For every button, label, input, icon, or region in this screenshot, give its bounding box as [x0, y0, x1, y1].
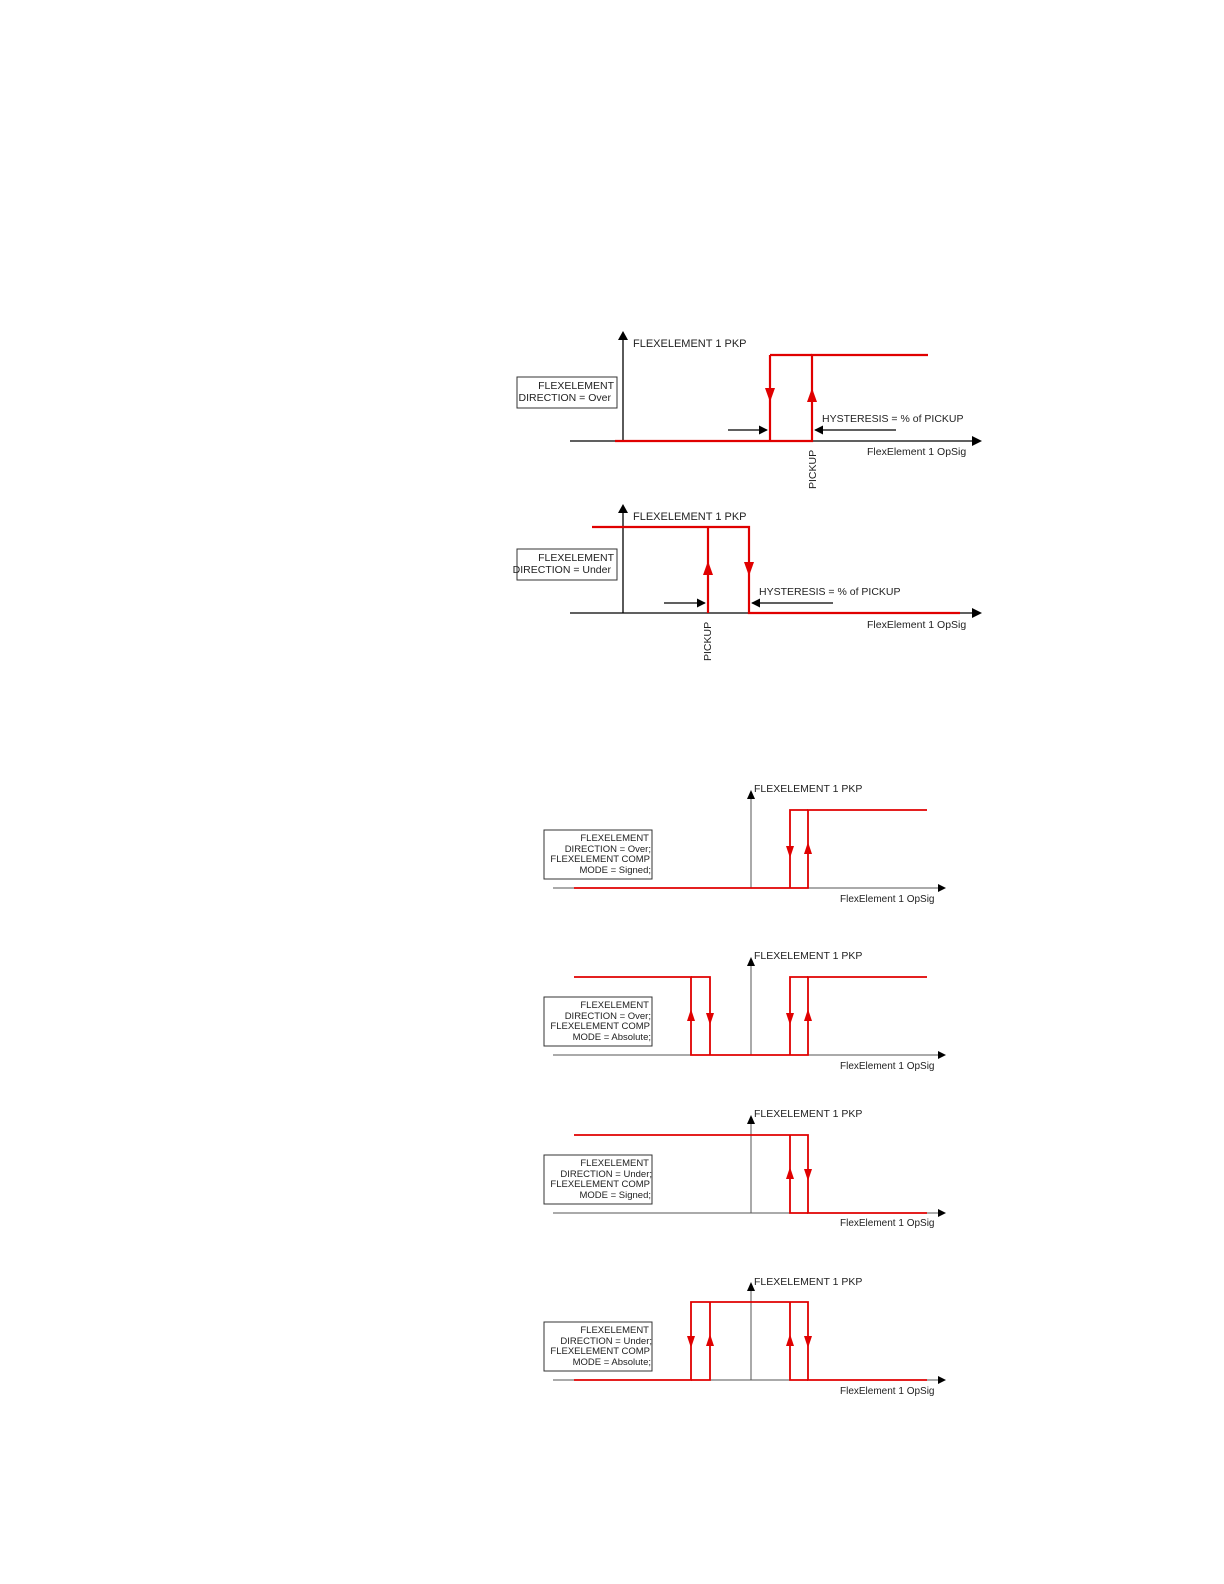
x-axis-arrowhead: [938, 1209, 946, 1217]
x-axis-arrowhead: [972, 608, 982, 618]
y-axis-label: FLEXELEMENT 1 PKP: [754, 1108, 863, 1120]
x-axis-label: FlexElement 1 OpSig: [840, 1386, 935, 1397]
direction-box-line-1: FLEXELEMENT: [538, 552, 614, 564]
down-arrow: [786, 1013, 794, 1025]
x-axis-label: FlexElement 1 OpSig: [867, 619, 967, 631]
up-arrow: [804, 1009, 812, 1021]
pickup-branch: [790, 1135, 808, 1213]
mode-box-line-3: FLEXELEMENT COMP: [550, 1021, 650, 1032]
mode-box-line-4: MODE = Signed;: [579, 1190, 651, 1201]
mode-box-line-2: DIRECTION = Over;: [564, 1011, 651, 1022]
direction-box-line-2: DIRECTION = Under: [512, 564, 611, 576]
pickup-label: PICKUP: [702, 621, 714, 661]
up-arrow: [687, 1009, 695, 1021]
mode-box-line-1: FLEXELEMENT: [580, 1000, 649, 1011]
y-axis-arrowhead: [618, 331, 628, 340]
down-arrow: [804, 1169, 812, 1181]
x-axis-label: FlexElement 1 OpSig: [840, 1061, 935, 1072]
mode-diagram-under-signed: [544, 1108, 946, 1229]
mode-diagram-over-signed: [544, 783, 946, 905]
down-arrow: [744, 562, 754, 576]
left-pickup-branch: [691, 1302, 710, 1380]
down-arrow: [687, 1336, 695, 1348]
mode-box-line-4: MODE = Absolute;: [572, 1032, 651, 1043]
mode-box-line-3: FLEXELEMENT COMP: [550, 854, 650, 865]
pickup-signal-trace: [615, 355, 928, 441]
up-arrow: [786, 1334, 794, 1346]
mode-box-line-2: DIRECTION = Under;: [560, 1336, 652, 1347]
mode-box-line-4: MODE = Absolute;: [572, 1357, 651, 1368]
down-arrow: [786, 846, 794, 858]
y-axis-label: FLEXELEMENT 1 PKP: [754, 950, 863, 962]
comp-mode-diagrams: [0, 700, 1224, 1584]
mode-box-line-4: MODE = Signed;: [579, 865, 651, 876]
up-arrow: [786, 1167, 794, 1179]
direction-box-line-1: FLEXELEMENT: [538, 380, 614, 392]
down-arrow: [804, 1336, 812, 1348]
y-axis-label: FLEXELEMENT 1 PKP: [633, 511, 747, 523]
mode-box-line-2: DIRECTION = Over;: [564, 844, 651, 855]
x-axis-arrowhead: [938, 1051, 946, 1059]
y-axis-arrowhead: [618, 504, 628, 513]
x-axis-label: FlexElement 1 OpSig: [867, 446, 967, 458]
mode-box-line-3: FLEXELEMENT COMP: [550, 1346, 650, 1357]
down-arrow: [765, 388, 775, 402]
hysteresis-diagram-over: [0, 0, 1224, 700]
up-arrow: [703, 561, 713, 575]
x-axis-arrowhead: [938, 884, 946, 892]
x-axis-label: FlexElement 1 OpSig: [840, 894, 935, 905]
mode-box-line-1: FLEXELEMENT: [580, 1158, 649, 1169]
mode-box-line-2: DIRECTION = Under;: [560, 1169, 652, 1180]
x-axis-arrowhead: [972, 436, 982, 446]
x-axis-arrowhead: [938, 1376, 946, 1384]
mode-diagram-over-absolute: [544, 950, 946, 1072]
down-arrow: [706, 1013, 714, 1025]
pickup-label: PICKUP: [807, 449, 819, 489]
y-axis-label: FLEXELEMENT 1 PKP: [633, 338, 747, 350]
up-arrow: [804, 842, 812, 854]
pickup-signal-trace: [592, 527, 960, 613]
mode-box-line-3: FLEXELEMENT COMP: [550, 1179, 650, 1190]
mode-box-line-1: FLEXELEMENT: [580, 833, 649, 844]
right-pickup-branch: [790, 1302, 808, 1380]
up-arrow: [706, 1334, 714, 1346]
up-arrow: [807, 388, 817, 402]
direction-box-line-2: DIRECTION = Over: [518, 392, 611, 404]
mode-diagram-under-absolute: [544, 1276, 946, 1397]
x-axis-label: FlexElement 1 OpSig: [840, 1218, 935, 1229]
y-axis-label: FLEXELEMENT 1 PKP: [754, 783, 863, 795]
hysteresis-label: HYSTERESIS = % of PICKUP: [822, 413, 964, 425]
mode-box-line-1: FLEXELEMENT: [580, 1325, 649, 1336]
hysteresis-label: HYSTERESIS = % of PICKUP: [759, 586, 901, 598]
y-axis-label: FLEXELEMENT 1 PKP: [754, 1276, 863, 1288]
